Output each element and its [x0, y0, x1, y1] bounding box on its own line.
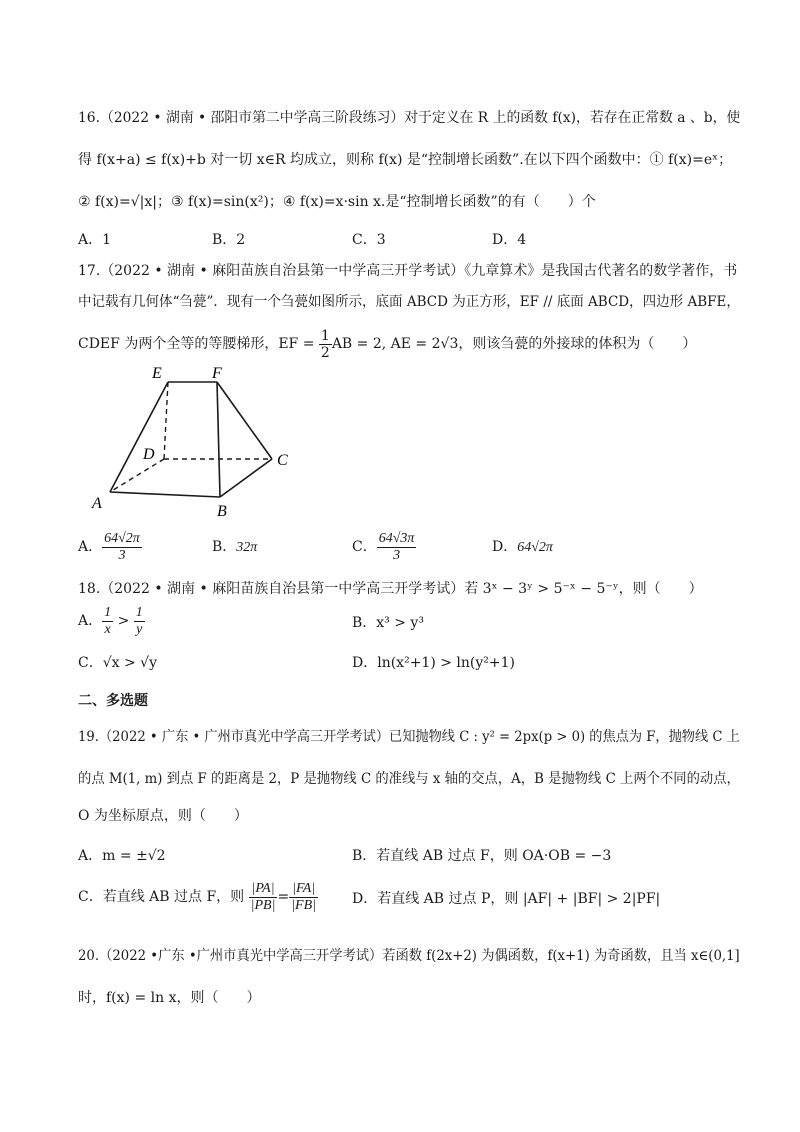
q17-option-d-label: D． — [492, 539, 518, 555]
q17-option-d-value: 64√2π — [517, 540, 553, 555]
q17-option-a-fraction — [102, 531, 142, 564]
q19-option-d: D．若直线 AB 过点 P，则 |AF| + |BF| > 2|PF| — [352, 891, 661, 907]
q19-option-c-text: C．若直线 AB 过点 F，则 — [78, 889, 245, 905]
q20-line1: 20.（2022 •广东 •广州市真光中学高三开学考试）若函数 f(2x+2) 为偶函数，f(x+1) 为奇函数，且当 x∈(0,1] — [78, 948, 740, 964]
q19-option-c-frac2 — [289, 881, 318, 914]
q17-line3-start: CDEF 为两个全等的等腰梯形，EF = — [78, 336, 319, 352]
edge-ab — [110, 492, 220, 497]
q18-option-a — [78, 604, 145, 638]
q17-option-b — [212, 536, 257, 559]
q19-frac1-den: |PB| — [250, 897, 276, 913]
q18-line1: 18.（2022 • 湖南 • 麻阳苗族自治县第一中学高三开学考试）若 3ˣ − 3ʸ > 5⁻ˣ − 5⁻ʸ，则（ ） — [78, 581, 703, 597]
q17-frac-num: 1 — [320, 327, 330, 344]
q19-line1: 19.（2022 • 广东 • 广州市真光中学高三开学考试）已知抛物线 C : y² = 2px(p > 0) 的焦点为 F，抛物线 C 上 — [78, 729, 740, 745]
q16-line2: 得 f(x+a) ≤ f(x)+b 对一切 x∈R 均成立，则称 f(x) 是“控制增长函数”.在以下四个函数中：① f(x)=eˣ； — [78, 152, 733, 168]
section-title-multiple-choice: 二、多选题 — [78, 693, 148, 709]
q17-option-c-fraction — [377, 531, 417, 564]
q18-option-a-label: A． — [78, 613, 103, 629]
q17-line2: 中记载有几何体“刍甍”．现有一个刍甍如图所示，底面 ABCD 为正方形，EF // 底面 ABCD，四边形 ABFE， — [78, 294, 740, 310]
edge-fc — [217, 382, 272, 459]
q17-line1: 17.（2022 • 湖南 • 麻阳苗族自治县第一中学高三开学考试）《九章算术》是我国古代著名的数学著作，书 — [78, 263, 738, 279]
q19-option-c-frac1 — [249, 881, 278, 914]
label-c: C — [277, 452, 288, 469]
label-b: B — [217, 503, 227, 520]
q17-frac-den: 2 — [320, 344, 330, 361]
edge-fb — [217, 382, 220, 497]
q16-option-c: C．3 — [352, 232, 386, 248]
q16-line1: 16.（2022 • 湖南 • 邵阳市第二中学高三阶段练习）对于定义在 R 上的函数 f(x)，若存在正常数 a 、b，使 — [78, 110, 741, 126]
q17-option-c-den: 3 — [393, 547, 401, 563]
q20-line2: 时，f(x) = ln x，则（ ） — [78, 990, 261, 1006]
q17-option-a-label: A． — [78, 539, 103, 555]
label-a: A — [92, 495, 102, 512]
q17-option-c-num: 64√3π — [378, 530, 415, 546]
q18-frac1-num: 1 — [104, 604, 112, 620]
q19-option-c-eq: = — [277, 889, 290, 905]
q16-option-b: B．2 — [212, 232, 246, 248]
q17-option-c-label: C． — [352, 539, 377, 555]
q18-option-d: D．ln(x²+1) > ln(y²+1) — [352, 655, 515, 671]
q18-frac1-den: x — [104, 621, 111, 637]
q18-frac2-num: 1 — [135, 604, 143, 620]
q19-frac2-den: |FB| — [291, 897, 316, 913]
q19-frac2-num: |FA| — [289, 881, 318, 898]
q19-line3: O 为坐标原点，则（ ） — [78, 808, 248, 824]
q19-line2: 的点 M(1, m) 到点 F 的距离是 2，P 是抛物线 C 的准线与 x 轴的交点，A，B 是抛物线 C 上两个不同的动点， — [78, 771, 740, 787]
q16-option-d: D．4 — [492, 232, 527, 248]
edge-bc — [220, 459, 272, 497]
q19-frac1-num: |PA| — [249, 881, 278, 898]
q17-figure — [80, 362, 320, 522]
q18-frac2-den: y — [136, 621, 143, 637]
q18-option-b: B．x³ > y³ — [352, 615, 424, 631]
q17-option-d — [492, 536, 553, 559]
edge-ea — [110, 382, 168, 492]
q17-option-b-value: 32π — [236, 540, 258, 555]
q17-line3 — [78, 327, 696, 361]
q17-option-c — [352, 530, 416, 564]
q19-option-b: B．若直线 AB 过点 F，则 OA·OB = −3 — [352, 848, 612, 864]
q18-option-a-frac1 — [102, 605, 113, 638]
q18-option-a-frac2 — [134, 605, 145, 638]
q17-option-b-label: B． — [212, 539, 237, 555]
label-e: E — [152, 365, 162, 382]
q17-line3-end: AB = 2, AE = 2√3，则该刍甍的外接球的体积为（ ） — [331, 336, 697, 352]
edge-ed-hidden — [164, 382, 168, 459]
label-f: F — [212, 365, 222, 382]
q18-option-a-gt: > — [117, 613, 130, 629]
q19-option-c — [78, 880, 318, 914]
q19-option-a: A．m = ±√2 — [78, 848, 166, 864]
q17-option-a-den: 3 — [118, 547, 126, 563]
q17-option-a — [78, 530, 142, 564]
q16-option-a: A．1 — [78, 232, 112, 248]
q17-option-a-num: 64√2π — [104, 530, 140, 546]
q17-fraction-half — [319, 328, 332, 361]
label-d: D — [143, 446, 155, 463]
q16-line3: ② f(x)=√|x|；③ f(x)=sin(x²)；④ f(x)=x·sin x.是“控制增长函数”的有（ ）个 — [78, 194, 596, 210]
q18-option-c: C．√x > √y — [78, 655, 157, 671]
